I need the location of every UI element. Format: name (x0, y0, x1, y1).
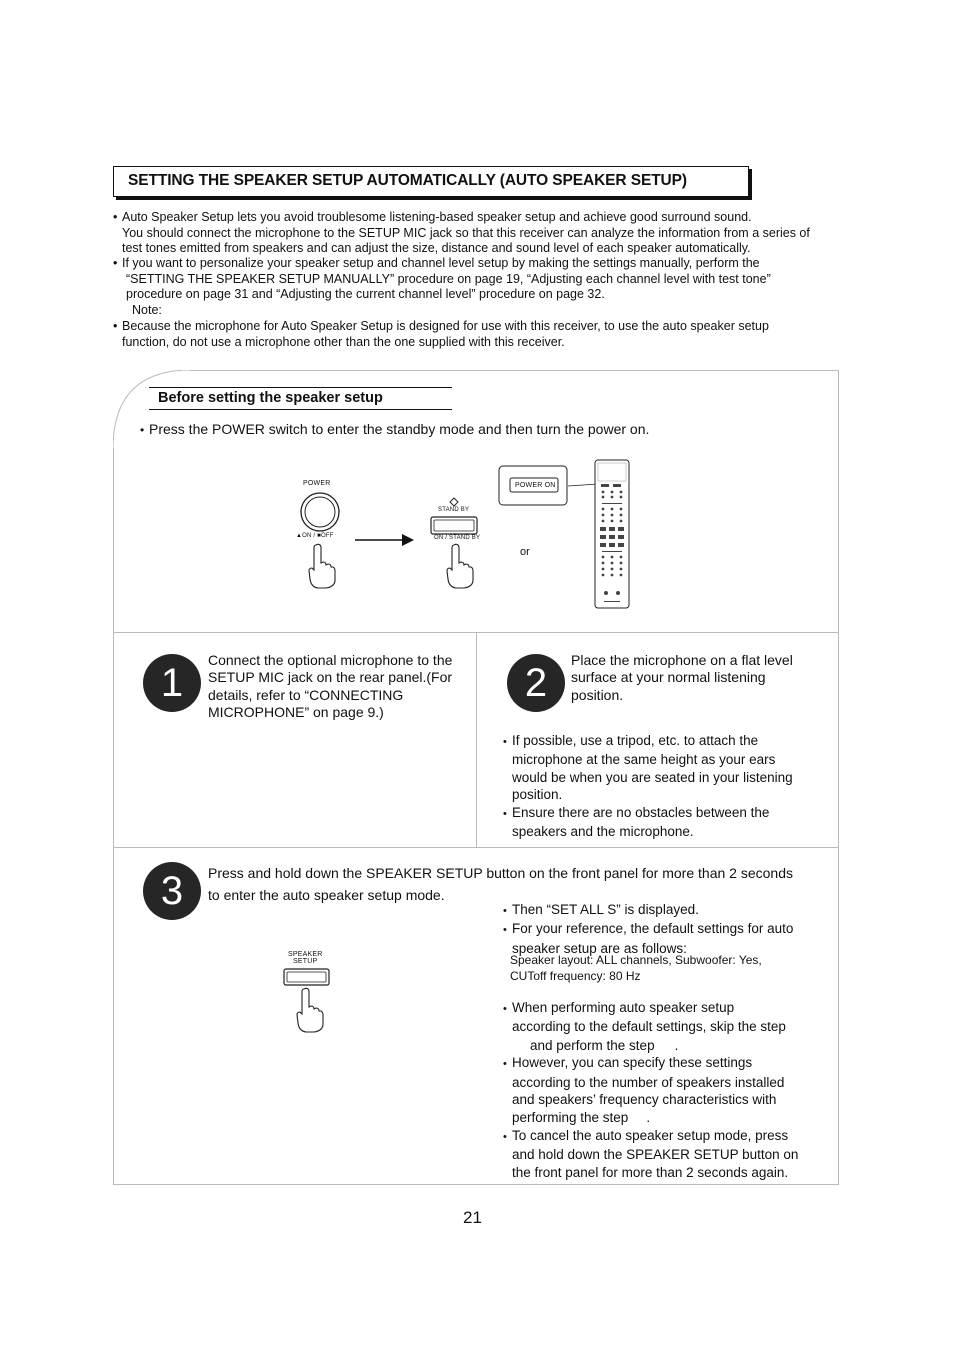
bullet-text: the front panel for more than 2 seconds again. (512, 1164, 789, 1180)
intro-text: procedure on page 31 and “Adjusting the current channel level” procedure on page 32. (126, 287, 605, 302)
intro-bullet-1: • Auto Speaker Setup lets you avoid troublesome listening-based speaker setup and achieve good surround sound. You should connect the microphone to the SETUP MIC jack so that this receiver can analyze the information from a series of test tones emitted from speakers and can adjust the size, distance and sound level of each speaker automatically. (113, 210, 810, 256)
step-number-3: 3 (143, 862, 201, 920)
onstandby-label: ON / STAND BY (434, 535, 481, 541)
bullet-text: according to the default settings, skip the step (512, 1019, 786, 1035)
bullet-text: Then “SET ALL S” is displayed. (512, 902, 699, 917)
step-2-bullets: • If possible, use a tripod, etc. to attach the microphone at the same height as your ears would be when you are seated in your listening position. • Ensure there are no obstacles between the speakers and the microphone. (503, 733, 793, 840)
pressing-hand-icon (306, 543, 336, 589)
frame-divider (113, 847, 838, 848)
step-text-line: Place the microphone on a flat level (571, 652, 793, 668)
standby-label: STAND BY (438, 507, 470, 513)
intro-text: You should connect the microphone to the SETUP MIC jack so that this receiver can analyze the information from a series of (122, 225, 810, 240)
step-number-1: 1 (143, 654, 201, 712)
speaker-setup-button-icon[interactable] (283, 968, 331, 988)
step-text-line: surface at your normal listening (571, 669, 766, 686)
default-settings-line: CUToff frequency: 80 Hz (510, 968, 641, 983)
bullet-text: performing the step (512, 1110, 629, 1126)
power-knob-icon[interactable] (296, 490, 344, 538)
bullet-text: would be when you are seated in your listening (512, 769, 793, 785)
intro-bullet-2: • If you want to personalize your speaker setup and channel level setup by making the settings manually, perform the “SETTING THE SPEAKER SETUP MANUALLY” procedure on page 19, “Adjusting each channel level with test tone” procedure on page 31 and “Adjusting the current channel level” procedure on page 32. Note: (113, 256, 771, 317)
pressing-hand-icon (294, 987, 324, 1033)
bullet-text: . (674, 1037, 679, 1053)
step-text-line: details, refer to “CONNECTING (208, 686, 404, 703)
frame-divider (113, 448, 114, 1184)
pressing-hand-icon (444, 543, 474, 589)
step-number-2: 2 (507, 654, 565, 712)
standby-indicator-icon (449, 497, 459, 507)
bullet-text: speaker setup are as follows: (512, 940, 687, 956)
frame-divider (476, 632, 477, 847)
before-instruction: • Press the POWER switch to enter the standby mode and then turn the power on. (140, 421, 650, 437)
power-sub-label: ▲ON / ■OFF (296, 533, 334, 539)
or-label: or (520, 546, 530, 558)
bullet-text: For your reference, the default settings for auto (512, 921, 794, 937)
step-2-text (571, 652, 793, 704)
bullet-text: and speakers’ frequency characteristics with (512, 1092, 777, 1108)
step-text-line: Connect the optional microphone to the (208, 652, 453, 668)
step-1-text (208, 652, 452, 722)
instruction-text: Press the POWER switch to enter the standby mode and then turn the power on. (149, 421, 650, 437)
bullet-text: and perform the step (530, 1037, 655, 1053)
page-number: 21 (463, 1208, 482, 1227)
section-title: SETTING THE SPEAKER SETUP AUTOMATICALLY (AUTO SPEAKER SETUP) (128, 172, 687, 189)
bullet-text: When performing auto speaker setup (512, 1000, 735, 1015)
intro-text: test tones emitted from speakers and can adjust the size, distance and sound level of each speaker automatically. (122, 241, 751, 256)
bullet-text: according to the number of speakers installed (512, 1074, 785, 1090)
intro-text: function, do not use a microphone other than the one supplied with this receiver. (122, 334, 565, 349)
before-heading: Before setting the speaker setup (158, 390, 383, 406)
before-heading-box (149, 387, 452, 410)
bullet-text: speakers and the microphone. (512, 824, 694, 840)
step-text-line: SETUP MIC jack on the rear panel.(For (208, 669, 453, 686)
bullet-text: Ensure there are no obstacles between the (512, 804, 770, 820)
intro-bullet-3: • Because the microphone for Auto Speaker Setup is designed for use with this receiver, to use the auto speaker setup function, do not use a microphone other than the one supplied with this receiver. (113, 319, 769, 349)
default-settings (510, 953, 762, 984)
step-3-bullets-b: • When performing auto speaker setup according to the default settings, skip the step and perform the step . • However, you can specify these settings according to the number of speakers installed and speakers’ frequency characteristics with performing the step . • To cancel the auto speaker setup mode, press and hold down the SPEAKER SETUP button on the front panel for more than 2 seconds again. (503, 1000, 799, 1180)
remote-control-icon (594, 459, 630, 609)
section-title-box (113, 166, 749, 197)
bullet-text: However, you can specify these settings (512, 1055, 753, 1071)
step-3-line-2: to enter the auto speaker setup mode. (208, 887, 445, 903)
bullet-text: and hold down the SPEAKER SETUP button on (512, 1147, 799, 1163)
power-on-label: POWER ON (515, 482, 556, 489)
speaker-setup-label-1: SPEAKER (288, 951, 323, 958)
frame-divider (190, 370, 838, 371)
step-3-bullets-a: • Then “SET ALL S” is displayed. • For your reference, the default settings for auto speaker setup are as follows: (503, 902, 794, 956)
power-label: POWER (303, 480, 331, 487)
speaker-setup-label-2: SETUP (293, 958, 318, 965)
bullet-text: To cancel the auto speaker setup mode, press (512, 1127, 789, 1143)
step-3-line-1: Press and hold down the SPEAKER SETUP button on the front panel for more than 2 seconds (208, 865, 793, 881)
bullet-text: . (646, 1110, 651, 1126)
bullet-text: position. (512, 787, 563, 803)
step-text-line: position. (571, 686, 624, 703)
bullet-text: microphone at the same height as your ears (512, 752, 776, 768)
step-text-line: MICROPHONE” on page 9.) (208, 704, 384, 721)
intro-text: If you want to personalize your speaker setup and channel level setup by making the settings manually, perform the (122, 256, 760, 270)
arrow-right-icon (354, 531, 416, 549)
bullet-text: If possible, use a tripod, etc. to attach the (512, 733, 759, 748)
note-label: Note: (132, 302, 162, 317)
intro-text: “SETTING THE SPEAKER SETUP MANUALLY” procedure on page 19, “Adjusting each channel level with test tone” (126, 271, 771, 286)
default-settings-line: Speaker layout: ALL channels, Subwoofer: Yes, (510, 953, 762, 967)
onstandby-button-icon[interactable] (430, 516, 478, 536)
intro-text: Auto Speaker Setup lets you avoid troublesome listening-based speaker setup and achieve good surround sound. (122, 210, 752, 224)
intro-text: Because the microphone for Auto Speaker Setup is designed for use with this receiver, to use the auto speaker setup (122, 319, 769, 333)
